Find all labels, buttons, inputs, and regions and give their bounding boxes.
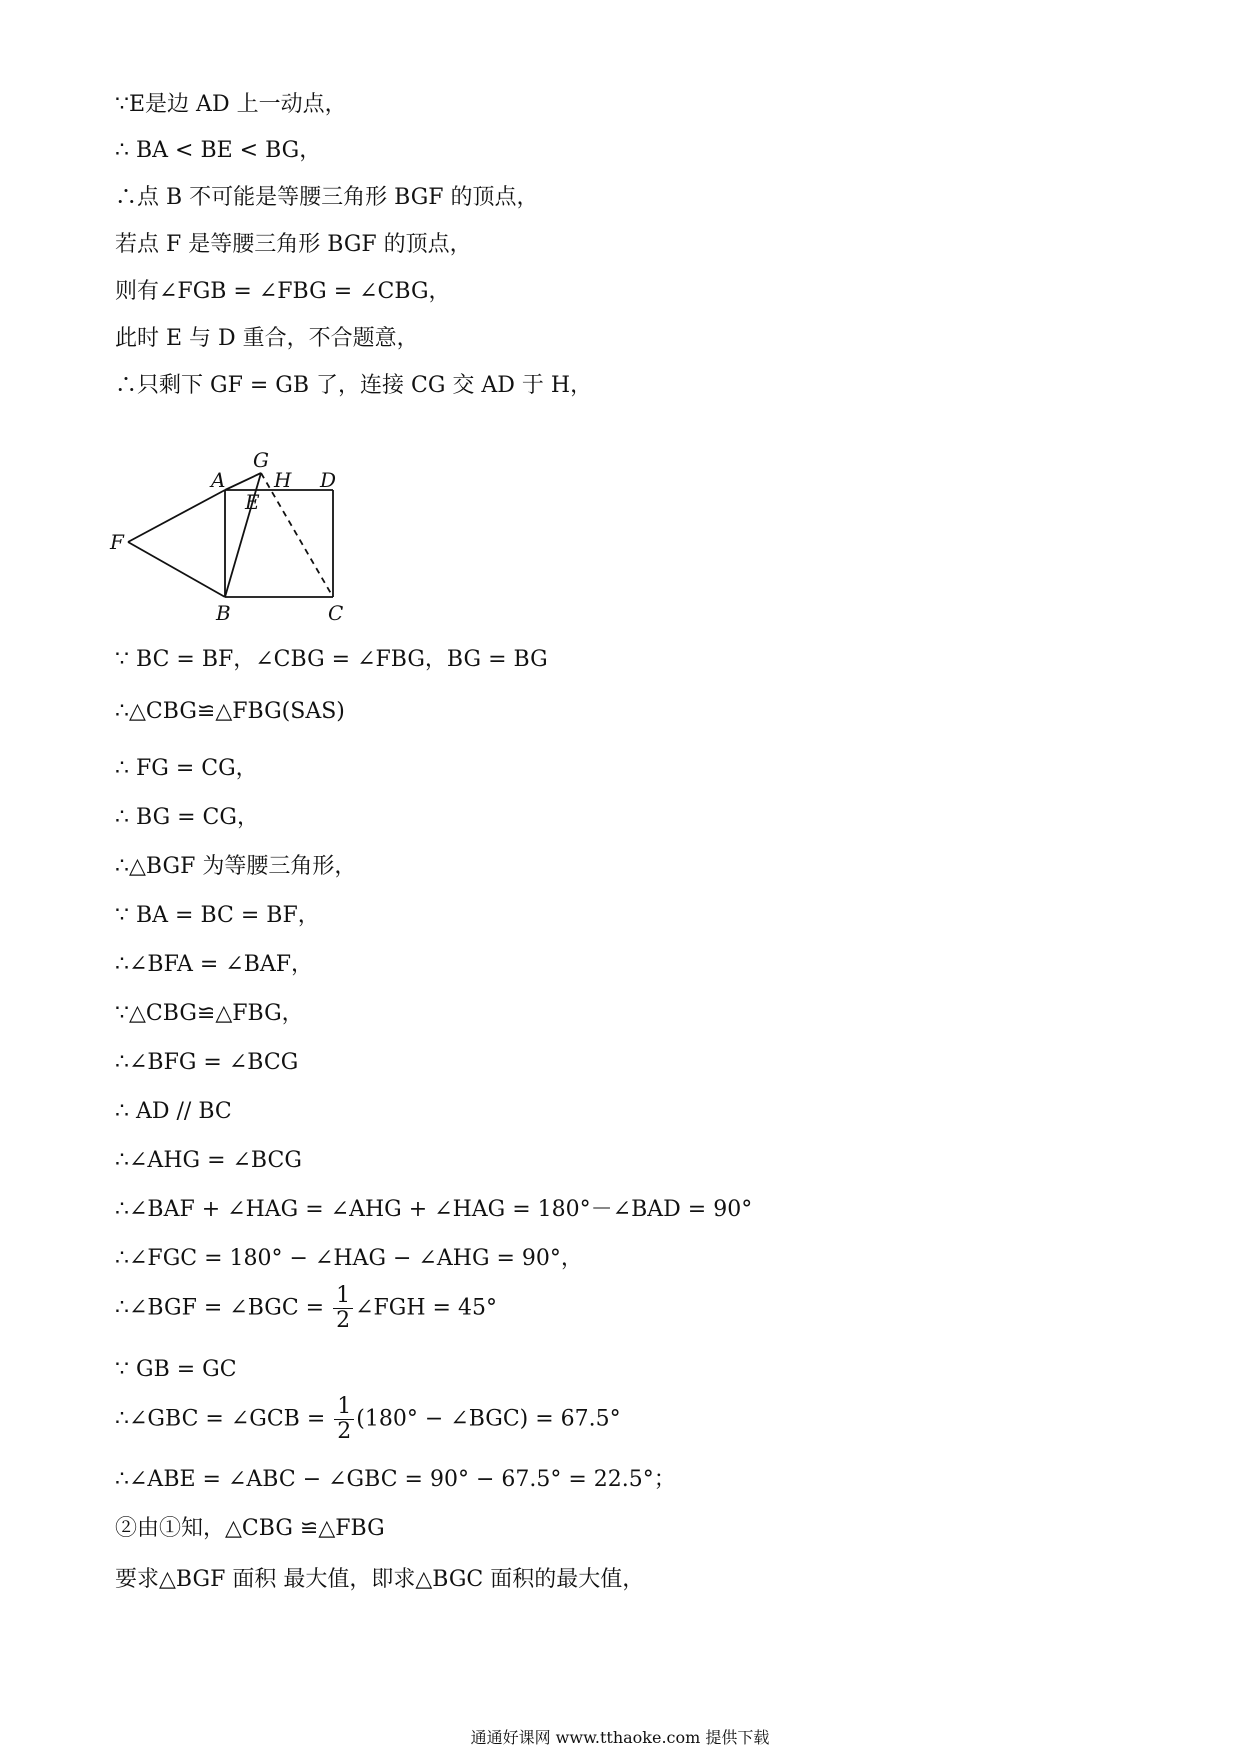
text-line-8: ∵ BC = BF，∠CBG = ∠FBG，BG = BG [115,647,548,672]
text-line-1: ∵E是边 AD 上一动点， [115,92,347,117]
fraction-line-2-before: ∴∠GBC = ∠GCB = [115,1406,333,1432]
text-line-gb-gc: ∵ GB = GC [115,1357,237,1382]
text-line-7: ∴只剩下 GF = GB 了，连接 CG 交 AD 于 H， [115,373,593,398]
fraction-2-denominator: 2 [337,1419,352,1444]
text-line-abe: ∴∠ABE = ∠ABC − ∠GBC = 90° − 67.5° = 22.5°； [115,1467,676,1492]
label-c: C [328,601,344,623]
fraction-half-2 [334,1395,354,1444]
text-line-10: ∴ FG = CG， [115,756,258,781]
geometry-figure [108,445,358,623]
text-line-14: ∴∠BFA = ∠BAF， [115,952,314,977]
text-line-4: 若点 F 是等腰三角形 BGF 的顶点， [115,232,472,257]
label-e: E [245,490,260,514]
text-line-2: ∴ BA < BE < BG， [115,138,322,163]
fraction-line-2 [115,1395,621,1444]
text-line-5: 则有∠FGB = ∠FBG = ∠CBG， [115,279,451,304]
text-line-15: ∵△CBG≌△FBG， [115,1001,304,1026]
fraction-1-numerator: 1 [333,1284,353,1309]
text-line-3: ∴点 B 不可能是等腰三角形 BGF 的顶点， [115,185,539,210]
fraction-line-2-after: (180° − ∠BGC) = 67.5° [356,1406,621,1432]
text-line-18: ∴∠AHG = ∠BCG [115,1148,302,1173]
text-line-6: 此时 E 与 D 重合，不合题意， [115,326,419,351]
fraction-line-1 [115,1284,497,1333]
text-line-17: ∴ AD // BC [115,1099,232,1124]
label-g: G [253,448,269,472]
text-line-20: ∴∠FGC = 180° − ∠HAG − ∠AHG = 90°， [115,1246,583,1271]
text-line-11: ∴ BG = CG， [115,805,259,830]
text-line-max: 要求△BGF 面积 最大值，即求△BGC 面积的最大值， [115,1567,645,1592]
page-footer: 通通好课网 www.tthaoke.com 提供下载 [470,1728,770,1747]
label-d: D [320,468,337,492]
segment-fa [128,490,225,542]
label-h: H [274,468,292,492]
fraction-line-1-before: ∴∠BGF = ∠BGC = [115,1295,332,1321]
label-a: A [211,468,226,492]
segment-ag [225,473,261,490]
text-line-12: ∴△BGF 为等腰三角形， [115,854,357,879]
text-line-9: ∴△CBG≌△FBG(SAS) [115,699,345,724]
text-line-part2: ②由①知，△CBG ≌△FBG [115,1516,385,1541]
fraction-1-denominator: 2 [336,1308,351,1333]
segment-fb [128,542,225,597]
text-line-13: ∵ BA = BC = BF， [115,903,320,928]
text-line-16: ∴∠BFG = ∠BCG [115,1050,299,1075]
fraction-half-1 [333,1284,353,1333]
fraction-line-1-after: ∠FGH = 45° [355,1295,497,1321]
label-f: F [110,530,124,554]
text-line-19: ∴∠BAF + ∠HAG = ∠AHG + ∠HAG = 180°－∠BAD = 90° [115,1197,753,1222]
fraction-2-numerator: 1 [334,1395,354,1420]
label-b: B [216,601,231,623]
